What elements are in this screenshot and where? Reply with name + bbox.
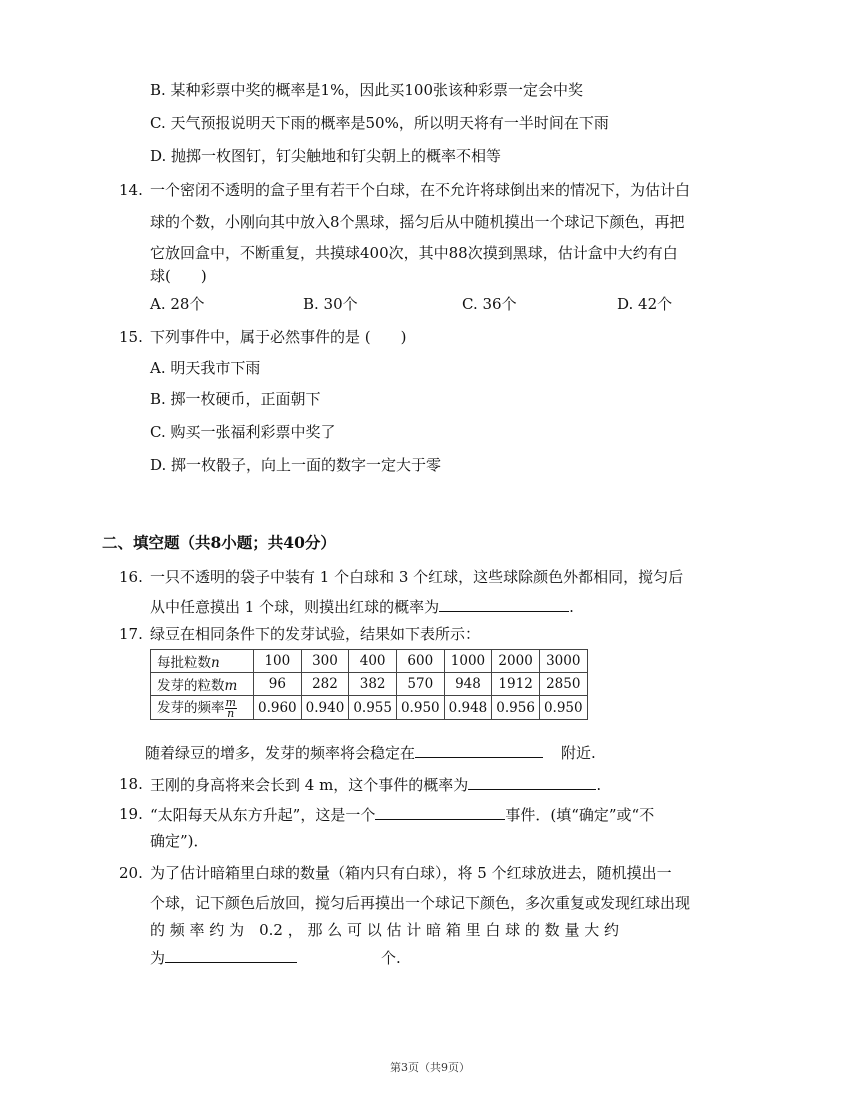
q14-line-1: 一个密闭不透明的盒子里有若干个白球，在不允许将球倒出来的情况下，为估计白 [150, 181, 691, 199]
q20-number: 20. [119, 864, 143, 882]
table-cell: 96 [254, 673, 302, 696]
table-cell: 0.948 [444, 696, 492, 720]
q14-choice-c: C. 36个 [462, 295, 517, 313]
q20-line-1: 为了估计暗箱里白球的数量（箱内只有白球），将 5 个红球放进去，随机摸出一 [150, 864, 672, 882]
q14-choice-b: B. 30个 [303, 295, 358, 313]
table-header-cell: 发芽的频率 $\frac{m}{n}$ [151, 696, 254, 720]
q17-after-text: 随着绿豆的增多，发芽的频率将会稳定在 [145, 744, 416, 762]
table-cell: 300 [301, 650, 349, 673]
q20-answer-blank[interactable] [165, 946, 297, 963]
q16-line-2-end: . [569, 598, 574, 616]
q17-text: 绿豆在相同条件下的发芽试验，结果如下表所示： [150, 625, 481, 643]
table-row [151, 673, 588, 696]
table-cell: 600 [396, 650, 444, 673]
q18-number: 18. [119, 775, 143, 793]
q14-line-4: 球( ) [150, 267, 207, 285]
table-header-cell: 发芽的粒数m [151, 673, 254, 696]
q19-text: “太阳每天从东方升起”，这是一个 [150, 806, 376, 824]
table-cell: 0.955 [349, 696, 397, 720]
q20-line-3: 的 频 率 约 为 0.2 ， 那 么 可 以 估 计 暗 箱 里 白 球 的 数 量 大 约 [150, 921, 619, 939]
q20-line-4-end: 个. [381, 949, 401, 967]
table-cell: 382 [349, 673, 397, 696]
table-cell: 0.956 [492, 696, 540, 720]
q14-line-2: 球的个数，小刚向其中放入8个黑球，摇匀后从中随机摸出一个球记下颜色，再把 [150, 213, 685, 231]
q17-number: 17. [119, 625, 143, 643]
q15-number: 15. [119, 328, 143, 346]
q16-line-1: 一只不透明的袋子中装有 1 个白球和 3 个红球，这些球除颜色外都相同，搅匀后 [150, 568, 684, 586]
q20-line-4 [150, 946, 401, 969]
q17-after-end: 附近. [561, 744, 596, 762]
table-cell: 1912 [492, 673, 540, 696]
table-cell: 0.940 [301, 696, 349, 720]
page-footer: 第3页（共9页） [390, 1061, 470, 1074]
q15-option-d: D. 掷一枚骰子，向上一面的数字一定大于零 [150, 456, 442, 474]
q13-option-d: D. 抛掷一枚图钉，钉尖触地和钉尖朝上的概率不相等 [150, 147, 502, 165]
table-row [151, 650, 588, 673]
q16-line-2 [150, 595, 574, 618]
q17-after-line [145, 741, 596, 764]
q19-line-2: 确定”)． [150, 832, 209, 850]
q15-option-c: C. 购买一张福利彩票中奖了 [150, 423, 336, 441]
table-cell: 0.950 [539, 696, 587, 720]
table-cell: 400 [349, 650, 397, 673]
table-cell: 2850 [539, 673, 587, 696]
table-cell: 570 [396, 673, 444, 696]
q18-answer-blank[interactable] [468, 773, 596, 790]
q18-line [150, 773, 601, 796]
fraction-m-over-n: $\frac{m}{n}$ [225, 696, 236, 720]
table-cell: 2000 [492, 650, 540, 673]
q15-option-b: B. 掷一枚硬币，正面朝下 [150, 390, 321, 408]
q14-line-3: 它放回盒中，不断重复，共摸球400次，其中88次摸到黑球，估计盒中大约有白 [150, 244, 678, 262]
q15-option-a: A. 明天我市下雨 [150, 359, 261, 377]
q16-line-2-text: 从中任意摸出 1 个球，则摸出红球的概率为 [150, 598, 440, 616]
table-cell: 0.950 [396, 696, 444, 720]
q14-choice-d: D. 42个 [617, 295, 673, 313]
q18-end: . [596, 776, 602, 794]
q16-number: 16. [119, 568, 143, 586]
table-row [151, 696, 588, 720]
q13-option-b: B. 某种彩票中奖的概率是1%，因此买100张该种彩票一定会中奖 [150, 81, 583, 99]
q20-line-4-start: 为 [150, 949, 166, 967]
q15-text: 下列事件中，属于必然事件的是 ( ) [150, 328, 407, 346]
q19-number: 19. [119, 805, 143, 823]
q16-answer-blank[interactable] [439, 595, 569, 612]
q19-line-1 [150, 803, 654, 826]
section-title-fill-in: 二、填空题（共8小题；共40分） [102, 533, 336, 552]
table-cell: 100 [254, 650, 302, 673]
table-cell: 948 [444, 673, 492, 696]
germination-table [150, 649, 588, 720]
q17-answer-blank[interactable] [415, 741, 543, 758]
q14-number: 14. [119, 181, 143, 199]
q19-answer-blank[interactable] [375, 803, 505, 820]
q14-choice-a: A. 28个 [150, 295, 205, 313]
table-cell: 1000 [444, 650, 492, 673]
q18-text: 王刚的身高将来会长到 4 m，这个事件的概率为 [150, 776, 469, 794]
q19-end: 事件．(填“确定”或“不 [505, 806, 655, 824]
table-cell: 282 [301, 673, 349, 696]
q20-line-2: 个球，记下颜色后放回，搅匀后再摸出一个球记下颜色，多次重复或发现红球出现 [150, 894, 691, 912]
table-cell: 0.960 [254, 696, 302, 720]
table-cell: 3000 [539, 650, 587, 673]
q13-option-c: C. 天气预报说明天下雨的概率是50%，所以明天将有一半时间在下雨 [150, 114, 609, 132]
table-header-cell: 每批粒数n [151, 650, 254, 673]
